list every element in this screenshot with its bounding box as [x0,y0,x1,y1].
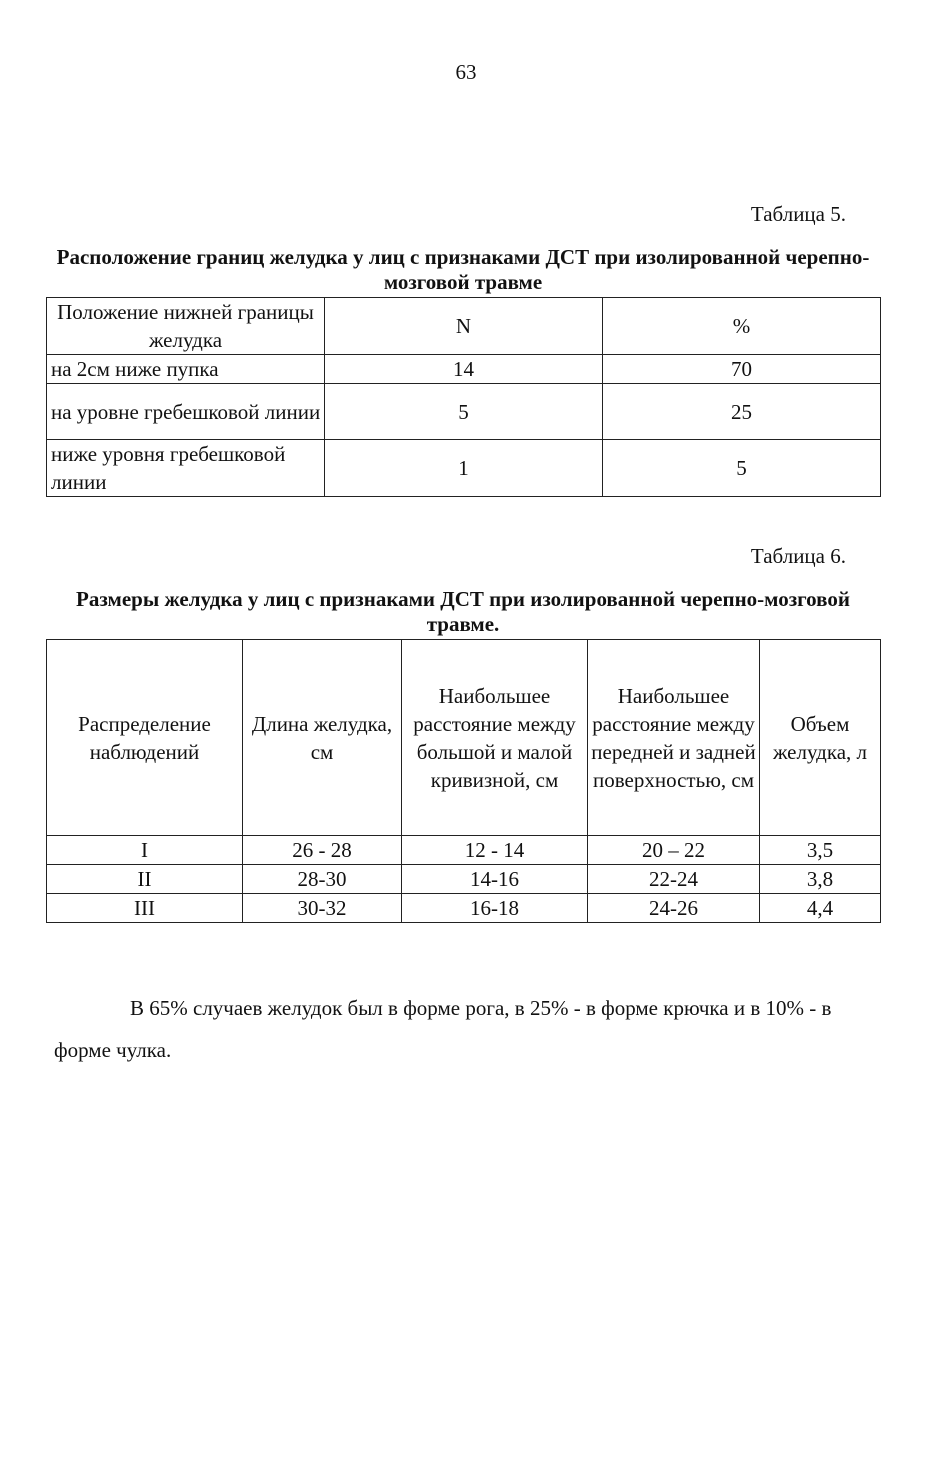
table-6-label: Таблица 6. [750,544,846,568]
table-5 [46,297,881,497]
table-cell: ниже уровня гребешковой линии [47,440,325,497]
table-5-title: Расположение границ желудка у лиц с признаками ДСТ при изолированной черепно-мозговой травме [56,245,870,294]
table-header-cell: Объем желудка, л [760,640,881,836]
table-cell: II [47,865,243,894]
table-cell: 14-16 [402,865,588,894]
table-cell: 3,8 [760,865,881,894]
page-number: 63 [455,60,477,84]
table-header-cell: Положение нижней границы желудка [47,298,325,355]
body-paragraph: В 65% случаев желудок был в форме рога, в 25% - в форме крючка и в 10% - в форме чулка. [54,996,832,1062]
table-cell: 22-24 [588,865,760,894]
table-header-row [47,640,881,836]
table-header-cell: Длина желудка, см [243,640,402,836]
table-row [47,836,881,865]
table-cell: I [47,836,243,865]
table-cell: 28-30 [243,865,402,894]
table-cell: 16-18 [402,894,588,923]
table-cell: 25 [603,384,881,440]
table-header-row [47,298,881,355]
table-6 [46,639,881,923]
table-cell: 14 [325,355,603,384]
table-cell: 70 [603,355,881,384]
table-header-cell: Наибольшее расстояние между большой и малой кривизной, см [402,640,588,836]
table-row [47,440,881,497]
table-6-title: Размеры желудка у лиц с признаками ДСТ при изолированной черепно-мозговой травме. [76,587,850,636]
table-row [47,384,881,440]
table-cell: 5 [603,440,881,497]
table-5-label: Таблица 5. [750,202,846,226]
table-header-cell: Распределение наблюдений [47,640,243,836]
table-cell: 4,4 [760,894,881,923]
table-row [47,865,881,894]
table-cell: 20 – 22 [588,836,760,865]
table-cell: III [47,894,243,923]
table-row [47,355,881,384]
table-cell: 5 [325,384,603,440]
table-header-cell: N [325,298,603,355]
table-header-cell: Наибольшее расстояние между передней и задней поверхностью, см [588,640,760,836]
table-cell: на уровне гребешковой линии [47,384,325,440]
table-header-cell: % [603,298,881,355]
table-cell: 3,5 [760,836,881,865]
table-cell: 12 - 14 [402,836,588,865]
table-cell: 30-32 [243,894,402,923]
table-cell: 1 [325,440,603,497]
table-row [47,894,881,923]
table-cell: 24-26 [588,894,760,923]
table-cell: на 2см ниже пупка [47,355,325,384]
table-cell: 26 - 28 [243,836,402,865]
